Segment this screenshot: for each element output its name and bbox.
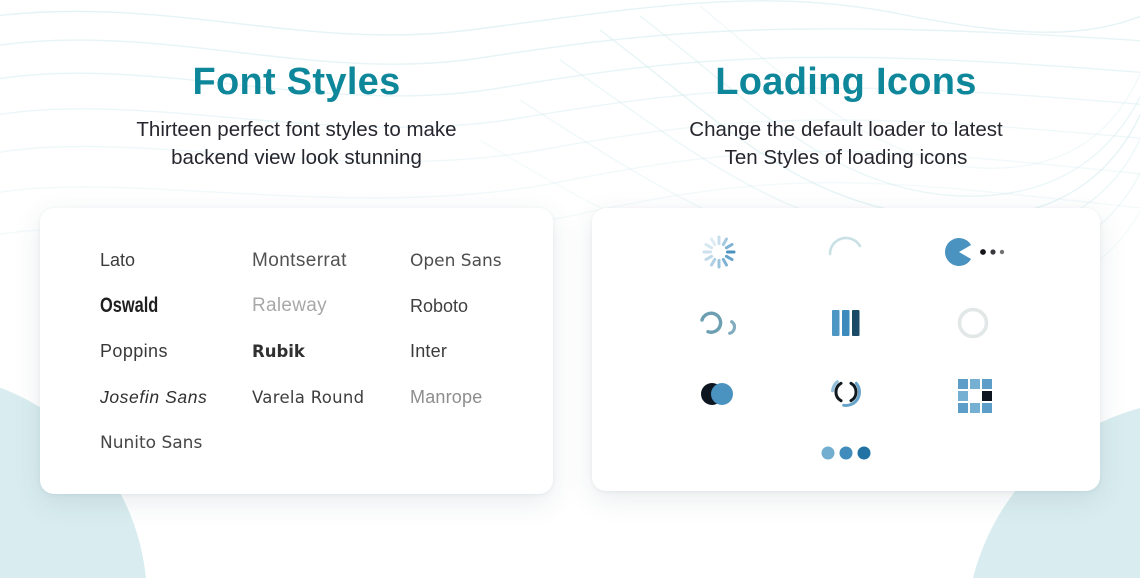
loading-icons-title: Loading Icons xyxy=(715,61,977,103)
font-sample-manrope: Manrope xyxy=(410,386,483,407)
subtitle-line: Ten Styles of loading icons xyxy=(724,146,968,169)
loading-icons-subtitle xyxy=(592,116,1100,172)
dual-disc-loader-icon xyxy=(695,372,743,416)
pacman-loader-icon xyxy=(941,230,1005,274)
font-sample-inter: Inter xyxy=(410,341,448,362)
subtitle-line: Change the default loader to latest xyxy=(689,118,1003,141)
subtitle-line: backend view look stunning xyxy=(171,146,422,169)
font-sample-roboto: Roboto xyxy=(410,295,469,316)
font-column-1 xyxy=(100,238,252,494)
font-styles-title: Font Styles xyxy=(192,61,401,103)
dots-loader-icon xyxy=(818,443,874,463)
font-sample-montserrat: Montserrat xyxy=(252,249,347,271)
font-styles-card xyxy=(40,208,553,494)
ray-spinner-icon xyxy=(697,230,741,274)
loading-icons-section xyxy=(592,0,1100,491)
font-styles-subtitle xyxy=(40,116,553,172)
loading-icons-card xyxy=(592,208,1100,491)
broken-ring-spinner-icon xyxy=(822,370,870,418)
arc-spinner-icon xyxy=(824,230,868,274)
font-sample-open-sans: Open Sans xyxy=(410,250,502,271)
font-sample-poppins: Poppins xyxy=(100,341,168,362)
dual-arc-spinner-icon xyxy=(695,301,743,345)
bars-loader-icon xyxy=(824,301,868,345)
font-sample-rubik: Rubik xyxy=(252,342,305,362)
grid-blocks-loader-icon xyxy=(951,372,995,416)
font-column-2 xyxy=(252,238,410,494)
font-sample-oswald: Oswald xyxy=(100,294,159,318)
ring-loader-icon xyxy=(951,301,995,345)
font-sample-raleway: Raleway xyxy=(252,295,327,317)
font-sample-varela-round: Varela Round xyxy=(252,387,365,407)
font-styles-section xyxy=(40,0,553,494)
font-column-3 xyxy=(410,238,553,494)
font-sample-josefin-sans: Josefin Sans xyxy=(100,386,208,407)
font-sample-nunito-sans: Nunito Sans xyxy=(100,432,203,453)
font-sample-lato: Lato xyxy=(100,250,136,271)
subtitle-line: Thirteen perfect font styles to make xyxy=(136,118,457,141)
